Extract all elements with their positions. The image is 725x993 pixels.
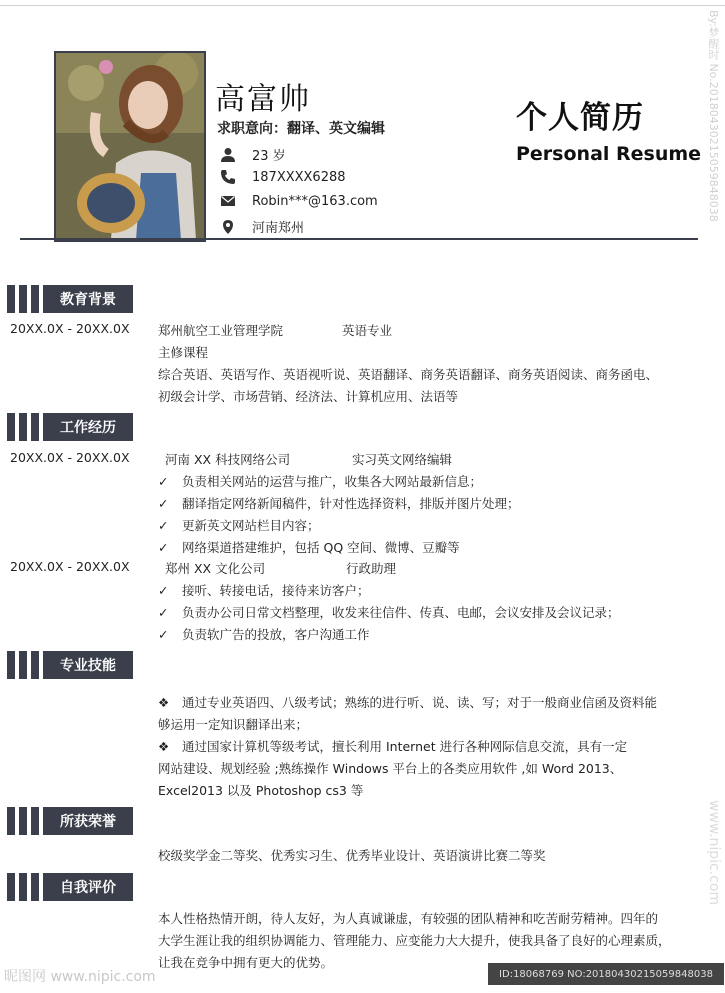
self-eval-line: 让我在竞争中拥有更大的优势。 xyxy=(158,955,334,970)
phone-text: 187XXXX6288 xyxy=(252,169,346,185)
check-icon: ✓ xyxy=(158,518,169,533)
email-row xyxy=(220,193,378,209)
phone-row xyxy=(220,169,346,185)
job-role: 行政助理 xyxy=(346,561,397,576)
courses-line: 综合英语、英语写作、英语视听说、英语翻译、商务英语翻译、商务英语阅读、商务函电、 xyxy=(158,367,659,382)
check-icon: ✓ xyxy=(158,540,169,555)
duty-item: ✓ 接听、转接电话，接待来访客户； xyxy=(158,583,370,598)
section-label: 工作经历 xyxy=(43,413,133,441)
job-period: 20XX.0X - 20XX.0X xyxy=(10,559,130,574)
section-label: 所获荣誉 xyxy=(43,807,133,835)
location-pin-icon xyxy=(220,219,236,235)
section-header-work xyxy=(7,413,133,441)
section-header-self xyxy=(7,873,133,901)
section-header-skills xyxy=(7,651,133,679)
self-eval-line: 大学生涯让我的组织协调能力、管理能力、应变能力大大提升，使我具备了良好的心理素质， xyxy=(158,933,671,948)
diamond-bullet-icon: ❖ xyxy=(158,695,170,710)
honors-text: 校级奖学金二等奖、优秀实习生、优秀毕业设计、英语演讲比赛二等奖 xyxy=(158,848,546,863)
section-label: 专业技能 xyxy=(43,651,133,679)
bottom-left-watermark: 昵图网 www.nipic.com xyxy=(4,969,156,985)
education-period: 20XX.0X - 20XX.0X xyxy=(10,321,130,336)
education-major: 英语专业 xyxy=(342,323,393,338)
side-watermark: By:梦醒时 No.20180430215059848038 xyxy=(707,10,720,222)
candidate-name: 高富帅 xyxy=(215,82,311,117)
courses-title: 主修课程 xyxy=(158,345,209,360)
top-border-line xyxy=(0,5,725,6)
email-text: Robin***@163.com xyxy=(252,193,378,209)
skill-line: Excel2013 以及 Photoshop cs3 等 xyxy=(158,783,364,798)
check-icon: ✓ xyxy=(158,583,169,598)
job-company: 郑州 XX 文化公司 xyxy=(165,561,266,576)
location-text: 河南郑州 xyxy=(252,221,305,236)
skill-item: ❖ 通过国家计算机等级考试，擅长利用 Internet 进行各种网际信息交流，具有一定 xyxy=(158,739,628,754)
duty-item: ✓ 翻译指定网络新闻稿件，针对性选择资料，排版并图片处理； xyxy=(158,496,520,511)
envelope-icon xyxy=(220,193,236,209)
skill-line: 网站建设、规划经验 ;熟练操作 Windows 平台上的各类应用软件 ,如 Word 2013、 xyxy=(158,761,623,776)
resume-title-cn: 个人简历 xyxy=(516,100,644,136)
duty-item: ✓ 更新英文网站栏目内容； xyxy=(158,518,320,533)
section-header-education xyxy=(7,285,133,313)
person-icon xyxy=(220,147,236,163)
age-row xyxy=(220,145,286,164)
education-school: 郑州航空工业管理学院 xyxy=(158,323,284,338)
skill-line: 够运用一定知识翻译出来； xyxy=(158,717,309,732)
job-period: 20XX.0X - 20XX.0X xyxy=(10,450,130,465)
duty-item: ✓ 负责相关网站的运营与推广，收集各大网站最新信息； xyxy=(158,474,483,489)
age-text: 23 岁 xyxy=(252,149,286,164)
location-row xyxy=(220,217,304,236)
duty-item: ✓ 网络渠道搭建维护，包括 QQ 空间、微博、豆瓣等 xyxy=(158,540,460,555)
section-label: 自我评价 xyxy=(43,873,133,901)
check-icon: ✓ xyxy=(158,627,169,642)
self-eval-line: 本人性格热情开朗，待人友好，为人真诚谦虚，有较强的团队精神和吃苦耐劳精神。四年的 xyxy=(158,911,659,926)
header-divider xyxy=(20,238,698,240)
job-role: 实习英文网络编辑 xyxy=(352,452,453,467)
job-company: 河南 XX 科技网络公司 xyxy=(165,452,291,467)
section-header-honors xyxy=(7,807,133,835)
profile-photo xyxy=(54,51,206,242)
resume-title-en: Personal Resume xyxy=(516,143,702,165)
job-intent: 求职意向：翻译、英文编辑 xyxy=(217,121,385,137)
diamond-bullet-icon: ❖ xyxy=(158,739,170,754)
courses-line: 初级会计学、市场营销、经济法、计算机应用、法语等 xyxy=(158,389,459,404)
section-label: 教育背景 xyxy=(43,285,133,313)
check-icon: ✓ xyxy=(158,474,169,489)
side-watermark-site: www.nipic.com xyxy=(706,800,722,906)
duty-item: ✓ 负责软广告的投放，客户沟通工作 xyxy=(158,627,370,642)
bottom-right-watermark: ID:18068769 NO:20180430215059848038 xyxy=(488,963,724,985)
skill-item: ❖ 通过专业英语四、八级考试；熟练的进行听、说、读、写；对于一般商业信函及资料能 xyxy=(158,695,658,710)
check-icon: ✓ xyxy=(158,496,169,511)
duty-item: ✓ 负责办公司日常文档整理，收发来往信件、传真、电邮，会议安排及会议记录； xyxy=(158,605,620,620)
phone-icon xyxy=(220,169,236,185)
check-icon: ✓ xyxy=(158,605,169,620)
